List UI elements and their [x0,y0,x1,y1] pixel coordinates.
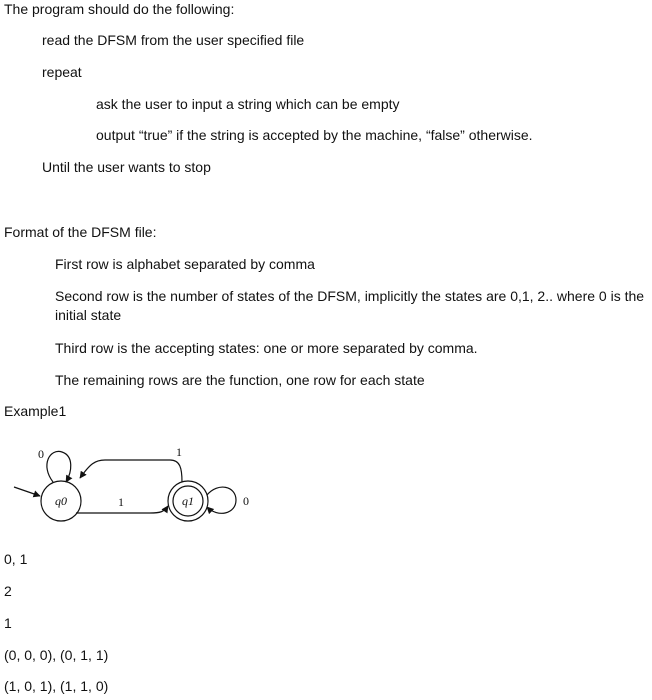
step-ask: ask the user to input a string which can be empty [96,96,400,112]
q1-to-q0-label: 1 [176,445,182,459]
step-output: output “true” if the string is accepted by the machine, “false” otherwise. [96,127,533,143]
file-line-alphabet: 0, 1 [4,551,28,567]
q1-self-loop [207,487,236,513]
step-repeat: repeat [42,64,82,80]
format-row1: First row is alphabet separated by comma [55,256,315,272]
file-line-transitions-q0: (0, 0, 0), (0, 1, 1) [4,647,109,663]
file-line-accepting: 1 [4,615,12,631]
q0-self-loop-label: 0 [38,447,44,461]
example-label: Example1 [4,403,67,419]
state-q1-label: q1 [182,494,194,508]
intro-text: The program should do the following: [4,1,235,17]
dfsm-diagram [0,440,280,540]
q0-to-q1-label: 1 [118,495,124,509]
format-row4: The remaining rows are the function, one row for each state [55,372,425,388]
file-line-state-count: 2 [4,583,12,599]
start-arrow [14,487,40,496]
step-until: Until the user wants to stop [42,159,211,175]
format-heading: Format of the DFSM file: [4,224,157,240]
format-row2-line1: Second row is the number of states of the DFSM, implicitly the states are 0,1, 2.. where 0 is the [55,288,645,304]
q1-to-q0-edge [80,460,182,482]
file-line-transitions-q1: (1, 0, 1), (1, 1, 0) [4,678,109,694]
format-row3: Third row is the accepting states: one or more separated by comma. [55,340,478,356]
step-read: read the DFSM from the user specified file [42,32,305,48]
q0-self-loop [47,451,71,482]
q1-self-loop-label: 0 [243,494,249,508]
format-row2-line2: initial state [55,307,122,323]
state-q0-label: q0 [55,494,67,508]
